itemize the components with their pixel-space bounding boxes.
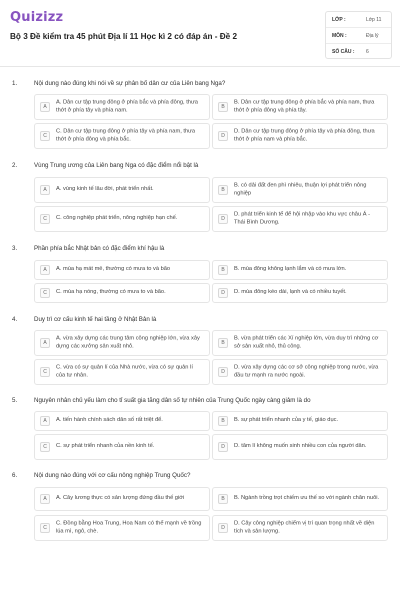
option-text: B. Dân cư tập trung đông ở phía bắc và phía nam, thưa thớt ở phía đông và phía tây. — [234, 99, 375, 113]
option-letter-badge: C — [40, 367, 50, 377]
option-letter-badge: A — [40, 185, 50, 195]
option-letter-badge: A — [40, 265, 50, 275]
answer-option[interactable] — [34, 515, 210, 541]
answer-option[interactable] — [212, 260, 388, 280]
option-letter-badge: C — [40, 288, 50, 298]
meta-key: LỚP : — [332, 17, 346, 23]
meta-value: 6 — [366, 49, 369, 55]
question-number: 4. — [12, 316, 18, 323]
option-text: A. tiến hành chính sách dân số rất triệt để. — [56, 417, 163, 424]
option-text: C. mùa hạ nóng, thường có mưa to và bão. — [56, 289, 166, 296]
option-letter-badge: A — [40, 494, 50, 504]
option-letter-badge: B — [218, 338, 228, 348]
page-header — [0, 0, 400, 66]
option-text: D. mùa đông kéo dài, lạnh và có nhiều tuyết. — [234, 289, 347, 296]
answer-option[interactable] — [34, 283, 210, 303]
question-text: Nguyên nhân chủ yếu làm cho tỉ suất gia tăng dân số tự nhiên của Trung Quốc ngày càng giảm là do — [34, 397, 311, 404]
option-text: C. vừa có sự quản lí của Nhà nước, vừa có sự quản lí của tư nhân. — [56, 364, 193, 378]
option-text: C. Dân cư tập trung đông ở phía tây và phía nam, thưa thớt ở phía đông và phía bắc. — [56, 128, 196, 142]
question-number: 1. — [12, 80, 18, 87]
option-letter-badge: D — [218, 214, 228, 224]
document-title: Bộ 3 Đề kiểm tra 45 phút Địa lí 11 Học kì 2 có đáp án - Đề 2 — [10, 32, 238, 41]
answer-option[interactable] — [212, 359, 388, 385]
answer-option[interactable] — [212, 283, 388, 303]
answer-option[interactable] — [34, 94, 210, 120]
answer-option[interactable] — [212, 515, 388, 541]
question-number: 2. — [12, 162, 18, 169]
meta-row-subject — [326, 28, 391, 44]
answer-option[interactable] — [34, 411, 210, 431]
answer-option[interactable] — [34, 330, 210, 356]
question-text: Duy trì cơ cấu kinh tế hai tầng ở Nhật Bản là — [34, 316, 157, 323]
answer-option[interactable] — [212, 94, 388, 120]
option-letter-badge: D — [218, 288, 228, 298]
question-text: Nội dung nào đúng với cơ cấu nông nghiệp Trung Quốc? — [34, 472, 191, 479]
answer-option[interactable] — [212, 487, 388, 511]
meta-value: Lớp 11 — [366, 17, 382, 23]
option-letter-badge: B — [218, 265, 228, 275]
meta-row-count — [326, 44, 391, 60]
option-letter-badge: D — [218, 523, 228, 533]
option-text: A. vùng kinh tế lâu đời, phát triển nhất. — [56, 186, 154, 193]
answer-option[interactable] — [34, 206, 210, 232]
option-text: D. Dân cư tập trung đông ở phía tây và phía đông, thưa thớt ở phía nam và phía bắc. — [234, 128, 375, 142]
answer-option[interactable] — [212, 206, 388, 232]
option-text: C. Đồng bằng Hoa Trung, Hoa Nam có thế mạnh về trồng lúa mì, ngô, chè. — [56, 520, 202, 534]
option-letter-badge: C — [40, 523, 50, 533]
option-letter-badge: C — [40, 131, 50, 141]
answer-option[interactable] — [34, 359, 210, 385]
option-text: A. Dân cư tập trung đông ở phía bắc và phía đông, thưa thớt ở phía tây và phía nam. — [56, 99, 198, 113]
answer-option[interactable] — [34, 123, 210, 149]
option-text: B. Ngành trồng trọt chiếm ưu thế so với ngành chăn nuôi. — [234, 495, 380, 502]
question-number: 3. — [12, 245, 18, 252]
option-text: D. phát triển kinh tế để hội nhập vào khu vực châu Á - Thái Bình Dương. — [234, 211, 370, 225]
meta-value: Địa lý — [366, 33, 379, 39]
option-text: D. vừa xây dựng các cơ sở công nghiệp trong nước, vừa đầu tư mạnh ra nước ngoài. — [234, 364, 379, 378]
option-letter-badge: D — [218, 367, 228, 377]
option-letter-badge: C — [40, 442, 50, 452]
meta-info-box — [325, 11, 392, 59]
answer-option[interactable] — [34, 260, 210, 280]
option-text: C. sự phát triển nhanh của nền kinh tế. — [56, 443, 155, 450]
answer-option[interactable] — [212, 123, 388, 149]
answer-option[interactable] — [212, 434, 388, 460]
option-letter-badge: A — [40, 102, 50, 112]
option-letter-badge: A — [40, 416, 50, 426]
question-number: 5. — [12, 397, 18, 404]
option-letter-badge: D — [218, 131, 228, 141]
option-letter-badge: B — [218, 494, 228, 504]
question-text: Phần phía bắc Nhật bản có đặc điểm khí hậu là — [34, 245, 165, 252]
option-text: B. vừa phát triển các Xí nghiệp lớn, vừa duy trì những cơ sở sản xuất nhỏ, thủ công. — [234, 335, 379, 349]
answer-option[interactable] — [212, 177, 388, 203]
meta-row-class — [326, 12, 391, 28]
option-letter-badge: B — [218, 102, 228, 112]
answer-option[interactable] — [212, 411, 388, 431]
question-text: Vùng Trung ương của Liên bang Nga có đặc điểm nổi bật là — [34, 162, 199, 169]
quizizz-logo: Quizizz — [10, 10, 64, 25]
answer-option[interactable] — [212, 330, 388, 356]
option-text: C. công nghiệp phát triển, nông nghiệp hạn chế. — [56, 215, 178, 222]
question-number: 6. — [12, 472, 18, 479]
option-text: B. có dải đất đen phì nhiêu, thuận lợi phát triển nông nghiệp — [234, 182, 367, 196]
option-letter-badge: D — [218, 442, 228, 452]
meta-key: SỐ CÂU : — [332, 49, 355, 55]
meta-key: MÔN : — [332, 33, 347, 39]
header-divider — [0, 66, 400, 67]
option-text: B. sự phát triển nhanh của y tế, giáo dục. — [234, 417, 339, 424]
option-letter-badge: A — [40, 338, 50, 348]
option-letter-badge: B — [218, 185, 228, 195]
option-letter-badge: B — [218, 416, 228, 426]
option-text: A. Cây lương thực có sản lượng đứng đầu thế giới — [56, 495, 185, 502]
option-text: A. vừa xây dựng các trung tâm công nghiệp lớn, vừa xây dựng các xưởng sản xuất nhỏ. — [56, 335, 200, 349]
option-letter-badge: C — [40, 214, 50, 224]
question-text: Nội dung nào đúng khi nói về sự phân bố dân cư của Liên bang Nga? — [34, 80, 226, 87]
answer-option[interactable] — [34, 434, 210, 460]
option-text: B. mùa đông không lạnh lắm và có mưa lớn. — [234, 266, 347, 273]
option-text: D. tâm lí không muốn sinh nhiều con của người dân. — [234, 443, 367, 450]
answer-option[interactable] — [34, 177, 210, 203]
option-text: A. mùa hạ mát mẻ, thường có mưa to và bão — [56, 266, 171, 273]
option-text: D. Cây công nghiệp chiếm vị trí quan trọng nhất về diện tích và sản lượng. — [234, 520, 375, 534]
answer-option[interactable] — [34, 487, 210, 511]
